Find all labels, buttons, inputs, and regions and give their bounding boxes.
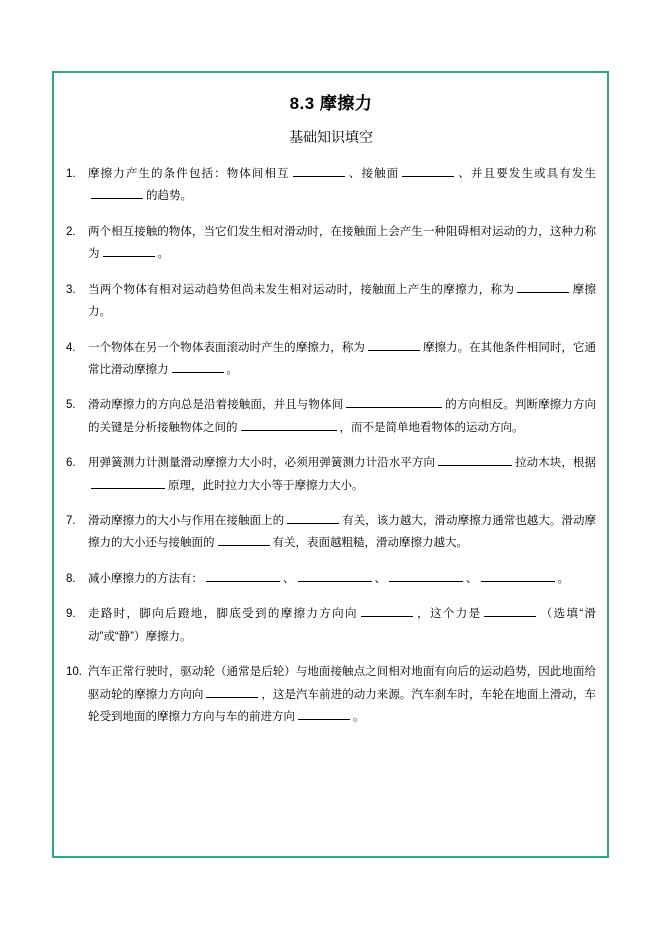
question-text	[88, 603, 596, 648]
question-number: 8.	[66, 572, 76, 585]
question-text-run: 走路时，脚向后蹬地，脚底受到的摩擦力方向向	[88, 608, 358, 621]
page-title: 8.3 摩擦力	[289, 94, 373, 113]
question-text-run: 、	[283, 572, 295, 585]
question-text-run: 。	[226, 363, 238, 376]
question-item	[66, 452, 596, 497]
document-content	[66, 80, 596, 741]
answer-blank[interactable]	[298, 708, 350, 720]
answer-blank[interactable]	[402, 165, 454, 177]
question-text-run: 。	[557, 572, 569, 585]
answer-blank[interactable]	[91, 477, 165, 489]
question-text-run: 摩擦力。在其他条件相同时，它通常比滑动摩擦力	[88, 341, 596, 376]
question-text-run: 当两个物体有相对运动趋势但尚未发生相对运动时，接触面上产生的摩擦力，称为	[88, 283, 515, 296]
question-text-run: 的方向相反。判断摩擦力方向的关键是分析接触物体之间的	[88, 399, 597, 434]
answer-blank[interactable]	[484, 605, 536, 617]
question-text-run: 拉动木块，根据	[515, 457, 597, 470]
answer-blank[interactable]	[91, 188, 143, 200]
answer-blank[interactable]	[361, 605, 413, 617]
answer-blank[interactable]	[517, 281, 569, 293]
question-number: 6.	[66, 457, 76, 470]
question-item	[66, 510, 596, 555]
question-text-run: 滑动摩擦力的方向总是沿着接触面，并且与物体间	[88, 399, 344, 412]
question-text-run: ，这是汽车前进的动力来源。汽车刹车时，车轮在地面上滑动，车轮受到地面的摩擦力方向与车的前进方向	[88, 688, 597, 724]
question-text-run: 、	[466, 572, 478, 585]
question-number: 9.	[66, 608, 76, 621]
question-text-run: 用弹簧测力计测量滑动摩擦力大小时，必须用弹簧测力计沿水平方向	[88, 457, 436, 470]
question-item	[66, 221, 596, 266]
answer-blank[interactable]	[206, 570, 280, 582]
question-text-run: ，而不是简单地看物体的运动方向。	[339, 421, 524, 434]
answer-blank[interactable]	[298, 570, 372, 582]
answer-blank[interactable]	[481, 570, 555, 582]
question-text	[88, 163, 596, 208]
question-text	[88, 510, 596, 555]
question-text	[88, 221, 596, 266]
answer-blank[interactable]	[206, 686, 258, 698]
question-item	[66, 394, 596, 439]
answer-blank[interactable]	[438, 454, 512, 466]
question-item	[66, 661, 596, 728]
answer-blank[interactable]	[346, 396, 442, 408]
question-number: 5.	[66, 399, 76, 412]
question-list	[66, 163, 596, 728]
answer-blank[interactable]	[293, 165, 345, 177]
question-text-run: 减小摩擦力的方法有：	[88, 572, 203, 585]
question-text-run: 汽车正常行驶时，驱动轮（通常是后轮）与地面接触点之间相对地面有向后的运动趋势，因此地面给驱动轮的摩擦力方向向	[88, 666, 596, 701]
answer-blank[interactable]	[172, 361, 224, 373]
question-text-run: 有关，该力越大，滑动摩擦力通常也越大。滑动摩擦力的大小还与接触面的	[88, 515, 596, 550]
question-item	[66, 603, 596, 648]
answer-blank[interactable]	[368, 339, 420, 351]
question-text-run: 一个物体在另一个物体表面滚动时产生的摩擦力，称为	[88, 341, 365, 354]
question-text-run: 有关，表面越粗糙，滑动摩擦力越大。	[272, 537, 468, 550]
question-text-run: 两个相互接触的物体，当它们发生相对滑动时，在接触面上会产生一种阻碍相对运动的力，这种力称为	[88, 225, 596, 261]
question-text-run: ，这个力是	[415, 608, 482, 621]
question-text-run: 滑动摩擦力的大小与作用在接触面上的	[88, 515, 285, 528]
answer-blank[interactable]	[389, 570, 463, 582]
question-item	[66, 568, 596, 590]
question-item	[66, 279, 596, 324]
question-text-run: （选填“滑动”或“静”）摩擦力。	[88, 608, 596, 643]
question-number: 1.	[66, 168, 76, 180]
question-text	[88, 661, 596, 728]
question-text-run: 、接触面	[347, 168, 400, 180]
question-item	[66, 337, 596, 382]
question-number: 7.	[66, 515, 76, 528]
question-text-run: 。	[157, 248, 169, 261]
question-number: 4.	[66, 341, 76, 354]
question-text	[88, 568, 596, 590]
question-text	[88, 394, 596, 439]
answer-blank[interactable]	[241, 419, 337, 431]
question-text-run: 摩擦力。	[88, 283, 596, 319]
question-number: 10.	[66, 666, 82, 679]
question-text	[88, 279, 596, 324]
question-number: 2.	[66, 225, 76, 238]
question-text-run: 。	[353, 711, 365, 724]
answer-blank[interactable]	[218, 535, 270, 547]
question-text-run: 摩擦力产生的条件包括：物体间相互	[88, 168, 290, 180]
question-text-run: 的趋势。	[146, 190, 192, 203]
question-text	[88, 337, 596, 382]
answer-blank[interactable]	[287, 512, 339, 524]
question-item	[66, 163, 596, 208]
answer-blank[interactable]	[103, 245, 155, 257]
question-text	[88, 452, 596, 497]
question-number: 3.	[66, 283, 76, 296]
question-text-run: 、	[374, 572, 386, 585]
page-subtitle: 基础知识填空	[289, 129, 373, 145]
question-text-run: 、并且要发生或具有发生	[457, 168, 596, 180]
question-text-run: 原理，此时拉力大小等于摩擦力大小。	[168, 479, 364, 492]
